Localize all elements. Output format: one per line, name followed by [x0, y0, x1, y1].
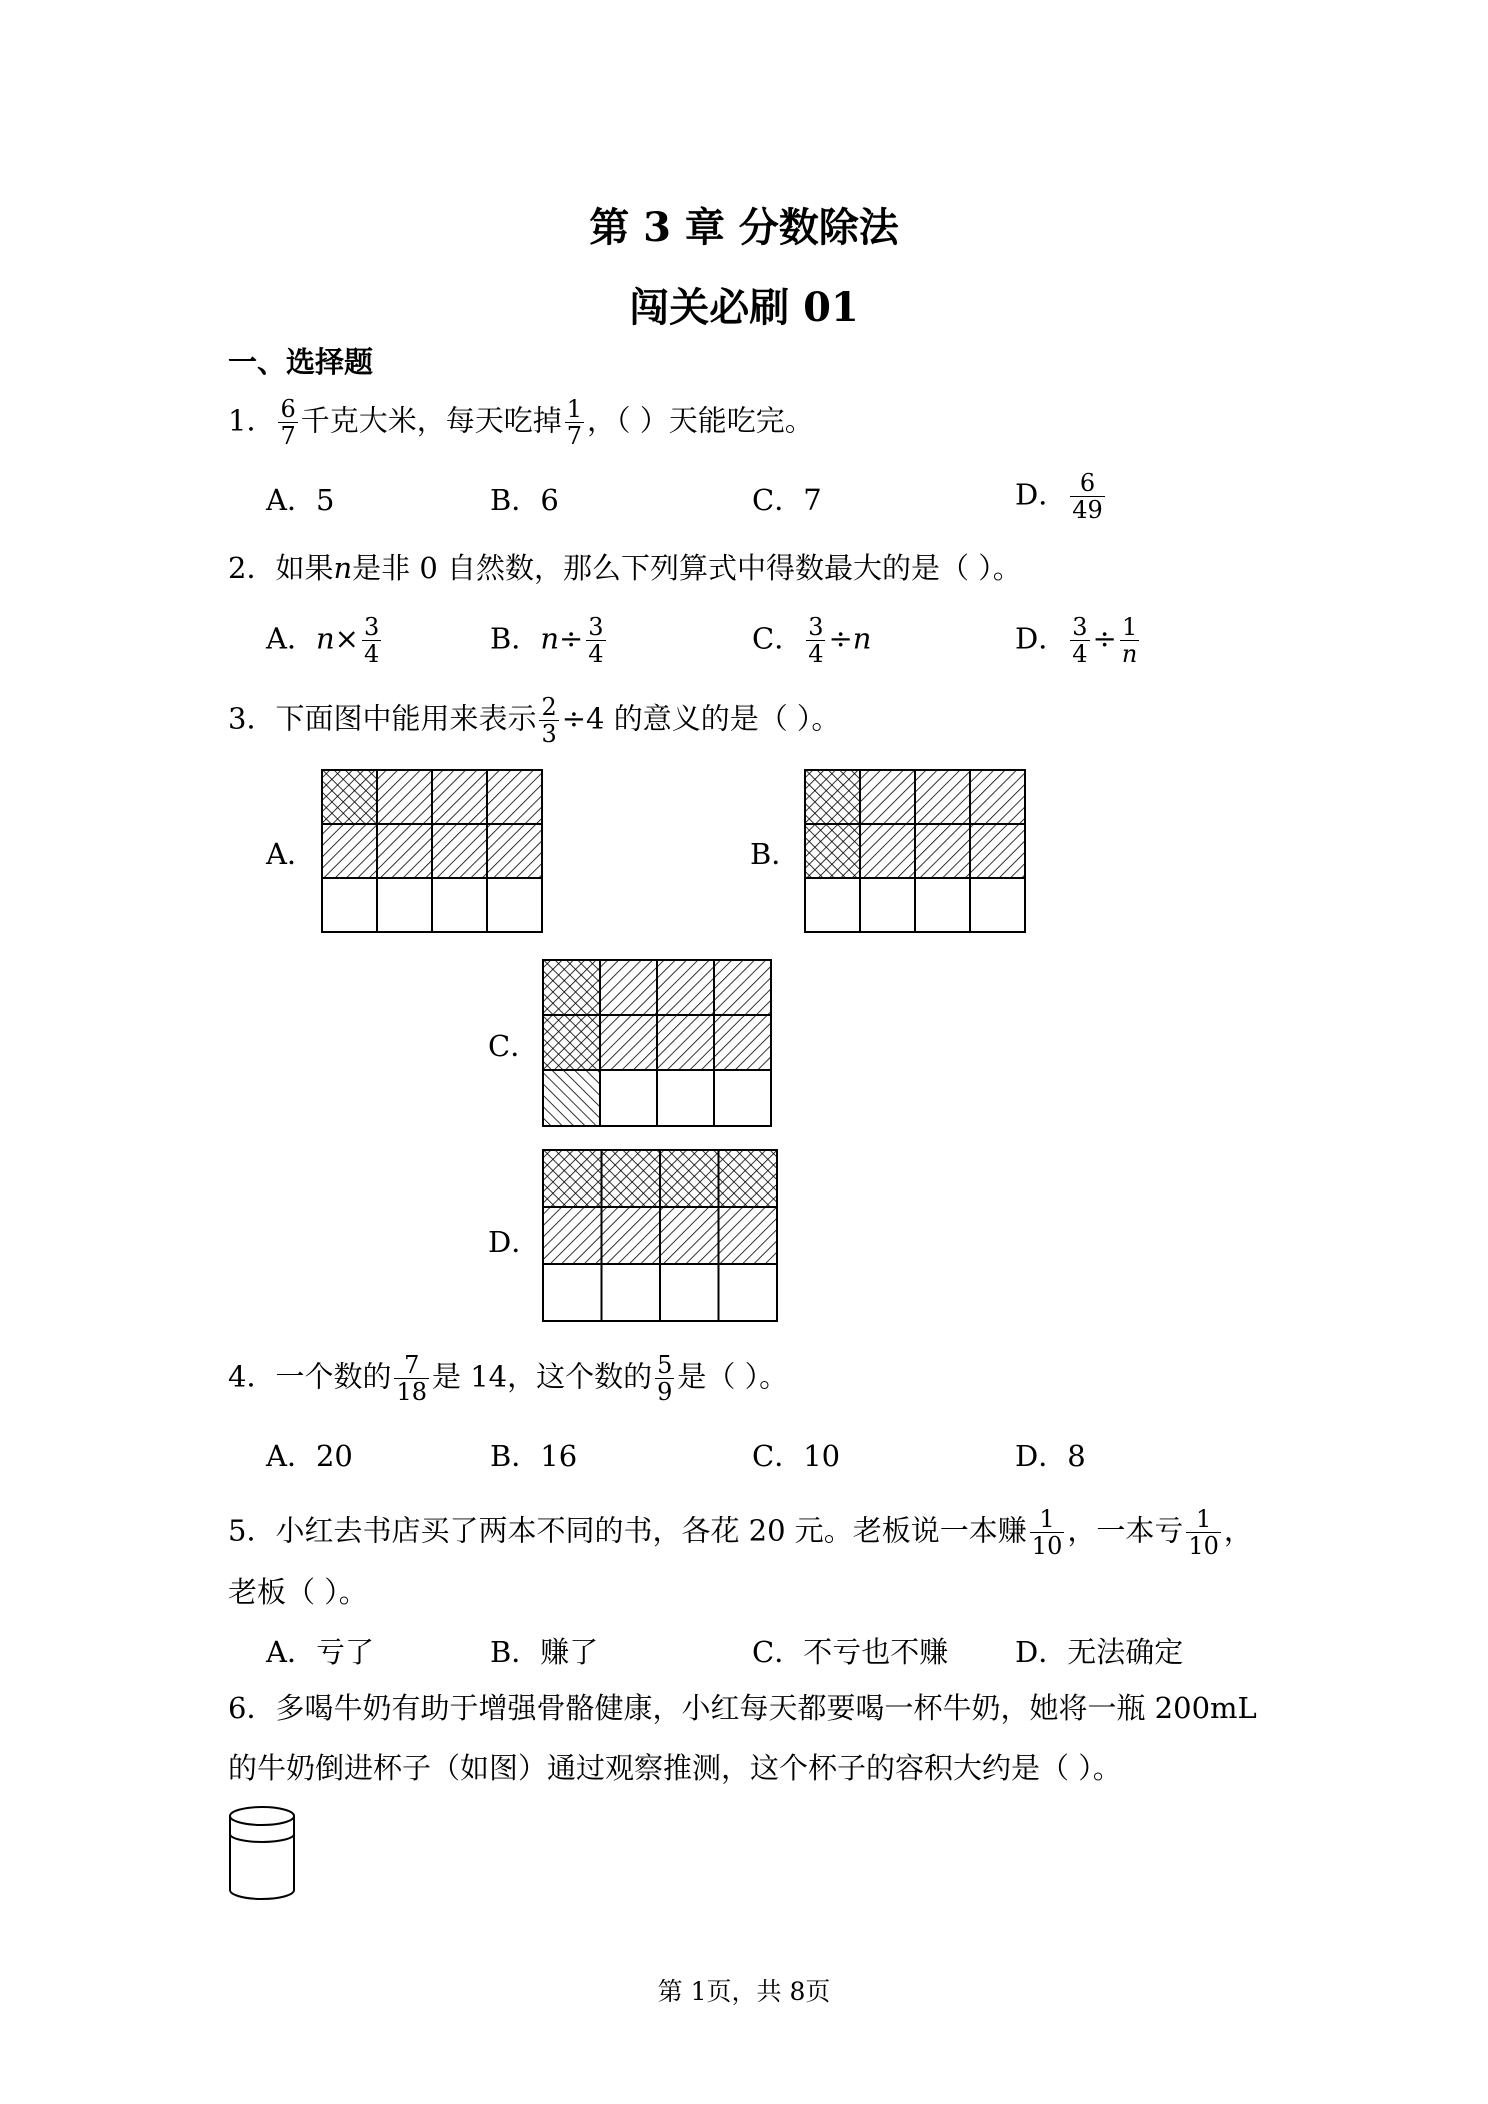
option-a[interactable]: A．n× $\frac{3}{4}$ — [266, 613, 380, 668]
option-a-label[interactable]: A． — [266, 837, 316, 871]
section-heading: 一、选择题 — [228, 345, 374, 379]
option-c-label[interactable]: C． — [488, 1029, 540, 1063]
question-5-line-2: 老板（ ）。 — [228, 1575, 368, 1609]
option-b[interactable]: B．赚了 — [490, 1635, 599, 1669]
grid-diagram-b — [803, 768, 1029, 934]
fraction: $\frac{1}{10}$ — [1031, 1505, 1063, 1560]
fraction: $\frac{7}{18}$ — [396, 1351, 428, 1406]
question-6-line-2: 的牛奶倒进杯子（如图）通过观察推测，这个杯子的容积大约是（ ）。 — [228, 1751, 1122, 1785]
fraction: $\frac{3}{4}$ — [1072, 613, 1088, 668]
question-4: 4．一个数的 $\frac{7}{18}$ 是 14，这个数的 $\frac{5}{9}$ 是（ ）。 — [228, 1351, 789, 1406]
fraction: $\frac{2}{3}$ — [541, 693, 557, 748]
option-a[interactable]: A．5 — [266, 483, 335, 517]
question-5: 5．小红去书店买了两本不同的书，各花 20 元。老板说一本赚 $\frac{1}{10}$ ，一本亏 $\frac{1}{10}$ ， — [228, 1505, 1253, 1560]
option-d[interactable]: D． $\frac{3}{4}$ ÷ $\frac{1}{n}$ — [1015, 613, 1138, 668]
option-d[interactable]: D． $\frac{6}{49}$ — [1015, 469, 1103, 524]
milk-cup-illustration — [226, 1804, 298, 1904]
fraction: $\frac{3}{4}$ — [363, 613, 380, 668]
fraction: $\frac{1}{n}$ — [1121, 613, 1138, 668]
page-footer: 第 1页，共 8页 — [657, 1977, 831, 2006]
grid-diagram-c — [541, 958, 775, 1128]
option-b-label[interactable]: B． — [750, 837, 801, 871]
fraction: $\frac{3}{4}$ — [588, 613, 604, 668]
fraction: $\frac{1}{7}$ — [566, 395, 583, 450]
option-c[interactable]: C．不亏也不赚 — [752, 1635, 949, 1669]
question-2: 2．如果n是非 0 自然数，那么下列算式中得数最大的是（ ）。 — [228, 551, 1022, 585]
grid-diagram-a — [320, 768, 546, 934]
option-b[interactable]: B．n÷ $\frac{3}{4}$ — [490, 613, 604, 668]
page-subtitle: 闯关必刷 01 — [629, 284, 859, 331]
fraction: $\frac{6}{49}$ — [1072, 469, 1103, 524]
option-c[interactable]: C．7 — [752, 483, 822, 517]
option-d[interactable]: D．无法确定 — [1015, 1635, 1184, 1669]
question-1: 1． $\frac{6}{7}$ 千克大米，每天吃掉 $\frac{1}{7}$ ，（ ）天能吃完。 — [228, 395, 814, 450]
option-c[interactable]: C． $\frac{3}{4}$ ÷n — [752, 613, 872, 668]
option-a[interactable]: A．亏了 — [266, 1635, 374, 1669]
fraction: $\frac{1}{10}$ — [1188, 1505, 1219, 1560]
option-d[interactable]: D．8 — [1015, 1439, 1086, 1473]
fraction: $\frac{3}{4}$ — [808, 613, 824, 668]
option-a[interactable]: A．20 — [266, 1439, 353, 1473]
question-6: 6．多喝牛奶有助于增强骨骼健康，小红每天都要喝一杯牛奶，她将一瓶 200mL — [228, 1691, 1257, 1725]
fraction: $\frac{6}{7}$ — [280, 395, 296, 450]
grid-diagram-d — [541, 1148, 781, 1324]
fraction: $\frac{5}{9}$ — [657, 1351, 673, 1406]
question-3: 3．下面图中能用来表示 $\frac{2}{3}$ ÷4 的意义的是（ ）。 — [228, 693, 841, 748]
option-b[interactable]: B．6 — [490, 483, 559, 517]
option-b[interactable]: B．16 — [490, 1439, 578, 1473]
option-d-label[interactable]: D． — [488, 1225, 541, 1259]
option-c[interactable]: C．10 — [752, 1439, 841, 1473]
page-title: 第 3 章 分数除法 — [589, 204, 899, 251]
